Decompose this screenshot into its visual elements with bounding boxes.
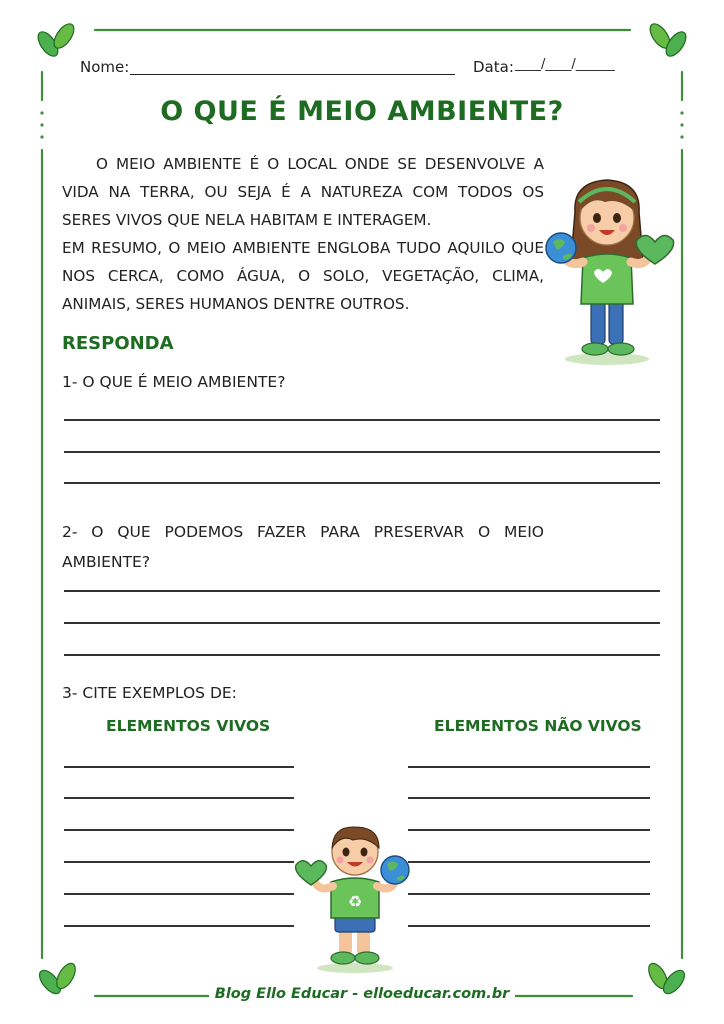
- answer-line-non-living[interactable]: [408, 861, 650, 863]
- answer-line-living[interactable]: [64, 766, 294, 768]
- question-1: 1- O QUE É MEIO AMBIENTE?: [62, 373, 286, 391]
- answer-line-non-living[interactable]: [408, 797, 650, 799]
- answer-line-non-living[interactable]: [408, 925, 650, 927]
- footer-credit: [0, 986, 724, 1002]
- answer-line[interactable]: [64, 419, 660, 421]
- girl-illustration: [545, 172, 675, 367]
- answer-line-living[interactable]: [64, 797, 294, 799]
- column-heading-non-living: ELEMENTOS NÃO VIVOS: [434, 717, 642, 735]
- answer-line[interactable]: [64, 654, 660, 656]
- leaf-icon-top-right: [646, 21, 690, 60]
- answer-line-non-living[interactable]: [408, 766, 650, 768]
- question-3: 3- CITE EXEMPLOS DE:: [62, 684, 237, 702]
- column-heading-living: ELEMENTOS VIVOS: [106, 717, 271, 735]
- answer-line-living[interactable]: [64, 829, 294, 831]
- date-label: Data:: [473, 58, 514, 76]
- svg-text:♻: ♻: [347, 892, 363, 911]
- name-field[interactable]: [130, 74, 455, 75]
- answer-line-living[interactable]: [64, 925, 294, 927]
- boy-illustration: [295, 822, 415, 974]
- section-heading: RESPONDA: [62, 333, 174, 354]
- question-2: 2- O QUE PODEMOS FAZER PARA PRESERVAR O MEIO AMBIENTE?: [62, 523, 544, 571]
- answer-line-non-living[interactable]: [408, 829, 650, 831]
- intro-paragraph-1: O MEIO AMBIENTE É O LOCAL ONDE SE DESENVOLVE A VIDA NA TERRA, OU SEJA É A NATUREZA COM TODOS OS SERES VIVOS QUE NELA HABITAM E INTERAGEM.: [62, 155, 544, 229]
- answer-line[interactable]: [64, 590, 660, 592]
- answer-line-living[interactable]: [64, 893, 294, 895]
- footer-text: Blog Ello Educar - elloeducar.com.br: [209, 986, 515, 1002]
- answer-line-living[interactable]: [64, 861, 294, 863]
- page-title: O QUE É MEIO AMBIENTE?: [160, 96, 564, 127]
- answer-line[interactable]: [64, 451, 660, 453]
- answer-line[interactable]: [64, 482, 660, 484]
- date-field[interactable]: ____/____/______: [515, 57, 615, 72]
- leaf-icon-top-left: [34, 21, 78, 60]
- intro-paragraph-2: EM RESUMO, O MEIO AMBIENTE ENGLOBA TUDO AQUILO QUE NOS CERCA, COMO ÁGUA, O SOLO, VEGETAÇÃO, CLIMA, ANIMAIS, SERES HUMANOS DENTRE OUTROS.: [62, 239, 544, 313]
- answer-line-non-living[interactable]: [408, 893, 650, 895]
- name-label: Nome:: [80, 58, 130, 76]
- answer-line[interactable]: [64, 622, 660, 624]
- intro-text: [62, 150, 544, 318]
